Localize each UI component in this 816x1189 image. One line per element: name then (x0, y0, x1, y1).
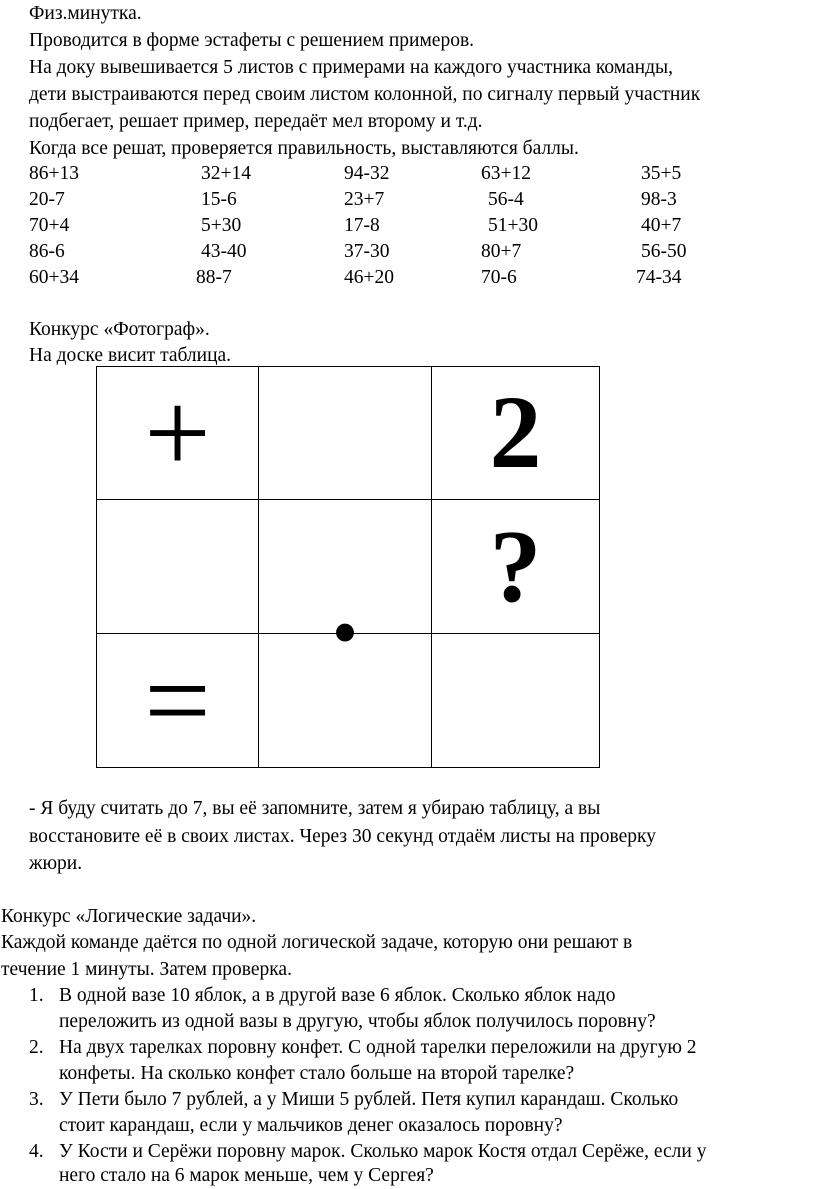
example-cell: 40+7 (641, 215, 682, 236)
paragraph-line: жюри. (29, 853, 83, 874)
table-cell (97, 367, 259, 500)
example-cell: 43-40 (201, 241, 247, 262)
example-cell: 20-7 (29, 189, 65, 210)
example-cell: 15-6 (201, 189, 237, 210)
table-cell (432, 367, 600, 500)
list-item-number: 4. (29, 1141, 44, 1162)
table-cell (97, 634, 259, 768)
example-cell: 70+4 (29, 215, 70, 236)
list-item-number: 2. (29, 1037, 44, 1058)
paragraph-line: На доске висит таблица. (29, 345, 232, 366)
list-item: У Кости и Серёжи поровну марок. Сколько марок Костя отдал Серёже, если у (59, 1141, 707, 1162)
example-cell: 70-6 (481, 267, 517, 288)
paragraph-line: На доку вывешивается 5 листов с примерами на каждого участника команды, (29, 57, 673, 78)
paragraph-line: Когда все решат, проверяется правильность, выставляются баллы. (29, 138, 579, 159)
example-cell: 35+5 (641, 163, 682, 184)
paragraph-line: течение 1 минуты. Затем проверка. (1, 959, 292, 980)
list-item: стоит карандаш, если у мальчиков денег оказалось поровну? (59, 1115, 563, 1136)
example-cell: 37-30 (344, 241, 390, 262)
table-cell (432, 500, 600, 634)
example-cell: 23+7 (344, 189, 385, 210)
example-cell: 56-4 (488, 189, 524, 210)
example-cell: 60+34 (29, 267, 79, 288)
example-cell: 5+30 (201, 215, 242, 236)
paragraph-line: Каждой команде даётся по одной логической задаче, которую они решают в (1, 932, 633, 953)
paragraph-line: подбегает, решает пример, передаёт мел второму и т.д. (29, 111, 483, 132)
equals-symbol: = (144, 634, 211, 766)
digit-two: 2 (489, 375, 542, 490)
list-item: В одной вазе 10 яблок, а в другой вазе 6 яблок. Сколько яблок надо (59, 985, 616, 1006)
list-item: У Пети было 7 рублей, а у Миши 5 рублей. Петя купил карандаш. Сколько (59, 1089, 679, 1110)
table-cell (97, 500, 259, 634)
dot-symbol: . (331, 542, 359, 664)
example-cell: 98-3 (641, 189, 677, 210)
table-cell (432, 634, 600, 768)
example-cell: 17-8 (344, 215, 380, 236)
list-item: него стало на 6 марок меньше, чем у Сергея? (59, 1165, 434, 1186)
paragraph-line: восстановите её в своих листах. Через 30 секунд отдаём листы на проверку (29, 826, 656, 847)
example-cell: 46+20 (344, 267, 394, 288)
list-item-number: 3. (29, 1089, 44, 1110)
section-title-logic: Конкурс «Логические задачи». (1, 906, 257, 927)
paragraph-line: дети выстраиваются перед своим листом колонной, по сигналу первый участник (29, 84, 701, 105)
paragraph-line: Проводится в форме эстафеты с решением примеров. (29, 30, 475, 51)
table-cell (259, 500, 432, 664)
example-cell: 86-6 (29, 241, 65, 262)
example-cell: 32+14 (201, 163, 251, 184)
example-cell: 63+12 (481, 163, 531, 184)
table-cell (259, 367, 432, 500)
example-cell: 80+7 (481, 241, 522, 262)
example-cell: 88-7 (196, 267, 232, 288)
example-cell: 56-50 (641, 241, 687, 262)
section-title-fizminutka: Физ.минутка. (29, 3, 142, 24)
section-title-photographer: Конкурс «Фотограф». (29, 319, 210, 340)
list-item: На двух тарелках поровну конфет. С одной тарелки переложили на другую 2 (59, 1037, 697, 1058)
memory-table (96, 366, 600, 768)
list-item-number: 1. (29, 985, 44, 1006)
example-cell: 86+13 (29, 163, 79, 184)
list-item: переложить из одной вазы в другую, чтобы яблок получилось поровну? (59, 1011, 656, 1032)
example-cell: 74-34 (636, 267, 682, 288)
question-mark: ? (489, 508, 542, 624)
paragraph-line: - Я буду считать до 7, вы её запомните, затем я убираю таблицу, а вы (29, 798, 601, 819)
list-item: конфеты. На сколько конфет стало больше на второй тарелке? (59, 1063, 575, 1084)
example-cell: 94-32 (344, 163, 390, 184)
example-cell: 51+30 (488, 215, 538, 236)
plus-symbol: + (144, 367, 211, 498)
